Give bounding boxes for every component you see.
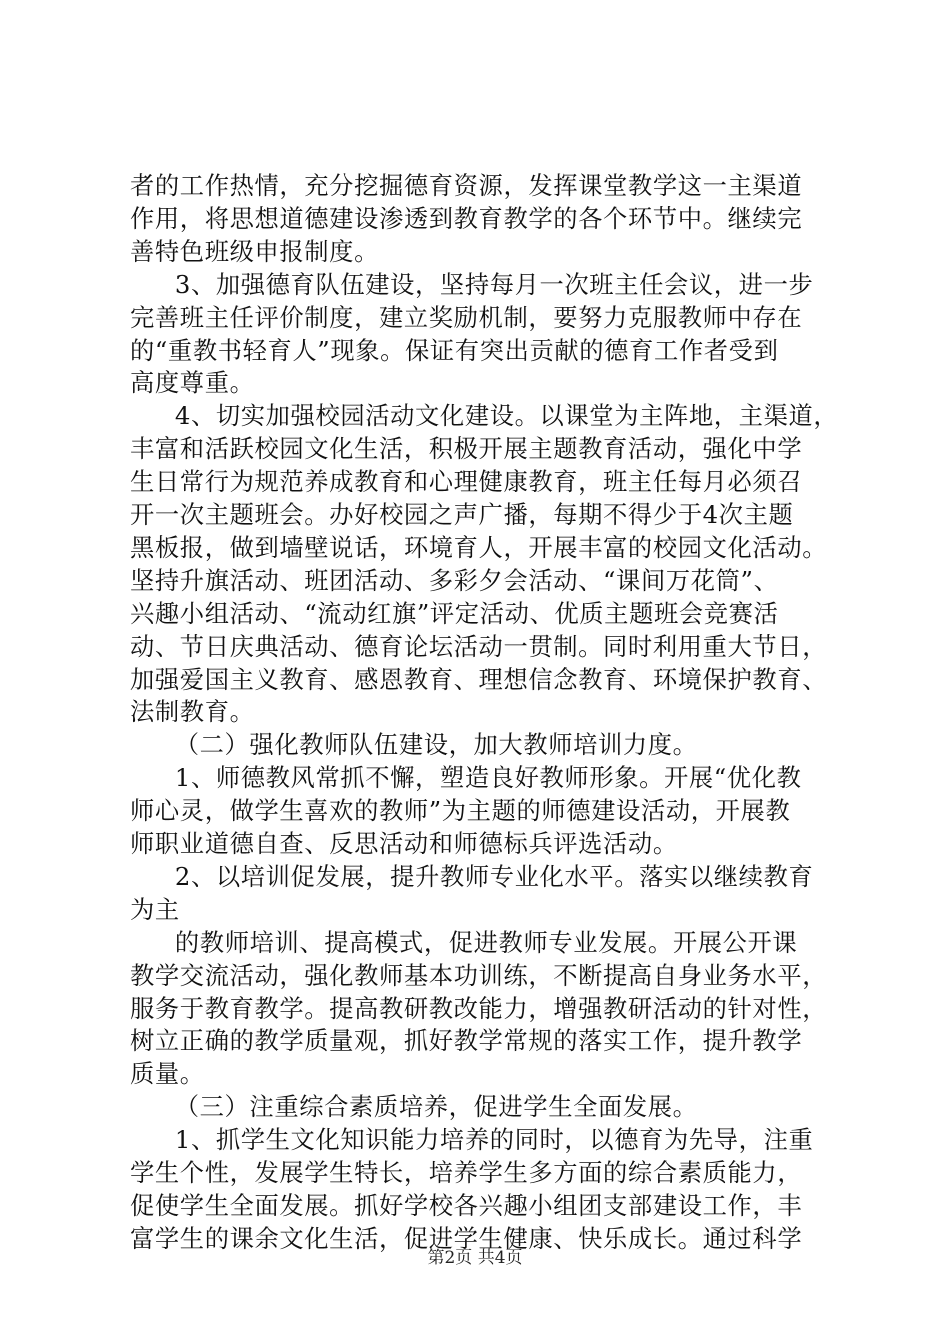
text-line: 加强爱国主义教育、感恩教育、理想信念教育、环境保护教育、	[130, 664, 828, 694]
text-line: 动、节日庆典活动、德育论坛活动一贯制。同时利用重大节日，	[130, 631, 828, 661]
text-line: 作用，将思想道德建设渗透到教育教学的各个环节中。继续完	[130, 203, 803, 233]
text-line: 学生个性，发展学生特长，培养学生多方面的综合素质能力，	[130, 1158, 803, 1187]
text-line: 3、加强德育队伍建设，坚持每月一次班主任会议，进一步	[150, 269, 814, 299]
text-line: 2、以培训促发展，提升教师专业化水平。落实以继续教育	[150, 861, 814, 891]
text-line: 高度尊重。	[130, 368, 255, 398]
text-line: 开一次主题班会。办好校园之声广播，每期不得少于4次主题	[130, 500, 794, 529]
text-line: 师职业道德自查、反思活动和师德标兵评选活动。	[130, 829, 678, 858]
text-line: 促使学生全面发展。抓好学校各兴趣小组团支部建设工作，丰	[130, 1190, 803, 1220]
text-line: 服务于教育教学。提高教研教改能力，增强教研活动的针对性，	[130, 993, 828, 1023]
text-line: 生日常行为规范养成教育和心理健康教育，班主任每月必须召	[130, 467, 803, 497]
text-line: 树立正确的教学质量观，抓好教学常规的落实工作，提升教学	[130, 1026, 803, 1056]
text-line: （三）注重综合素质培养，促进学生全面发展。	[162, 1092, 698, 1122]
text-line: 教学交流活动，强化教师基本功训练，不断提高自身业务水平，	[130, 960, 828, 990]
text-line: 为主	[130, 894, 180, 924]
text-line: 质量。	[130, 1059, 205, 1089]
text-line: 1、抓学生文化知识能力培养的同时，以德育为先导，注重	[150, 1125, 814, 1155]
text-line: 黑板报，做到墙壁说话，环境育人，开展丰富的校园文化活动。	[130, 532, 828, 562]
text-line: 坚持升旗活动、班团活动、多彩夕会活动、“课间万花筒”、	[130, 565, 779, 595]
page-footer: 第2页 共4页	[427, 1248, 523, 1268]
text-line: 完善班主任评价制度，建立奖励机制，要努力克服教师中存在	[130, 302, 803, 332]
text-line: 兴趣小组活动、“流动红旗”评定活动、优质主题班会竞赛活	[130, 598, 779, 628]
text-line: 的“重教书轻育人”现象。保证有突出贡献的德育工作者受到	[130, 335, 779, 365]
text-line: 丰富和活跃校园文化生活，积极开展主题教育活动，强化中学	[130, 434, 803, 464]
text-line: 的教师培训、提高模式，促进教师专业发展。开展公开课	[150, 927, 798, 957]
text-line: 者的工作热情，充分挖掘德育资源，发挥课堂教学这一主渠道	[130, 171, 803, 200]
text-line: 师心灵，做学生喜欢的教师”为主题的师德建设活动，开展教	[130, 796, 791, 826]
text-line: 法制教育。	[130, 697, 255, 727]
text-line: 富学生的课余文化生活，促进学生健康、快乐成长。通过科学	[130, 1223, 803, 1253]
text-line: 1、师德教风常抓不懈，塑造良好教师形象。开展“优化教	[150, 763, 802, 793]
text-line: （二）强化教师队伍建设，加大教师培训力度。	[162, 730, 698, 760]
text-line: 4、切实加强校园活动文化建设。以课堂为主阵地，主渠道，	[150, 401, 839, 431]
text-line: 善特色班级申报制度。	[130, 236, 379, 266]
